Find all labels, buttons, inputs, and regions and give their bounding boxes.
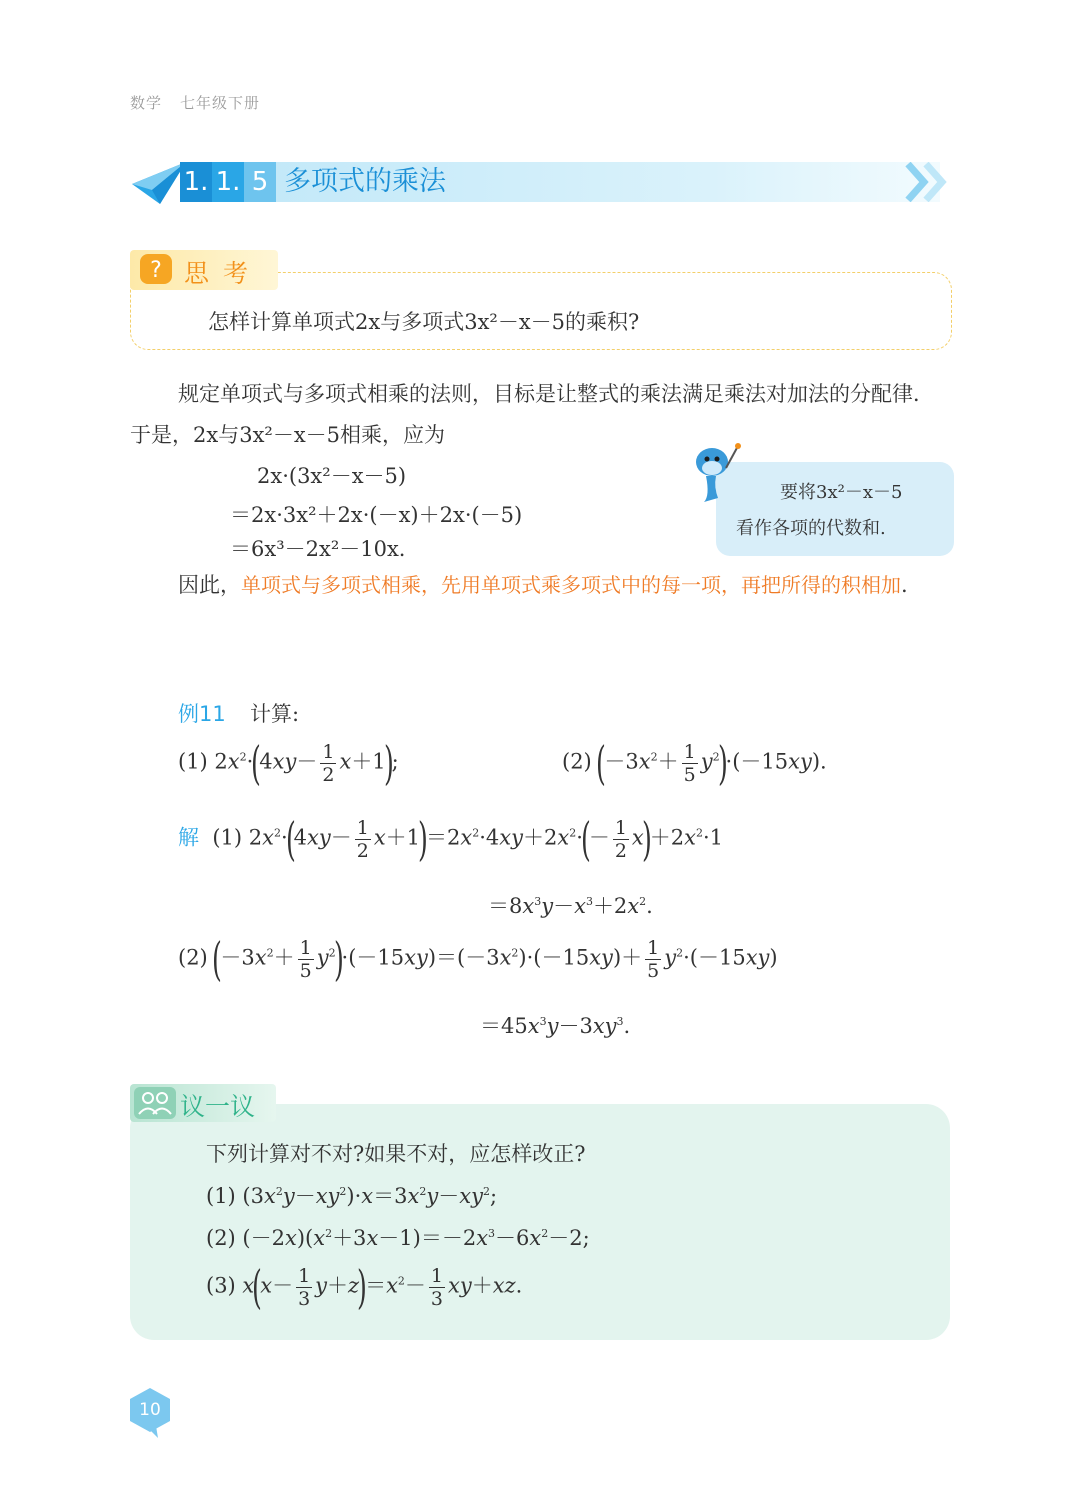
rule-prefix: 因此， [178, 573, 241, 597]
tip-bubble [716, 462, 954, 556]
body-paragraph-2 [130, 565, 950, 606]
tip-line-2: 看作各项的代数和. [736, 518, 886, 539]
discussion-item-3: (3) x(x－ $\frac{1}{3}$ $y+z)=x^2-$ $\frac{1}{3}$ xy＋xz. [206, 1260, 523, 1314]
tip-line-1: 要将3x²－x－5 [780, 482, 903, 503]
header-volume: 七年级下册 [180, 94, 261, 112]
discussion-tag [130, 1084, 276, 1122]
rule-end: . [901, 573, 908, 597]
think-label: 思考 [184, 259, 263, 288]
section-title: 多项式的乘法 [284, 166, 446, 197]
discussion-item-1: (1) $(3x^2y-xy^2)\cdot x=3x^2y-xy^2$; [206, 1184, 498, 1208]
example-question-1: (1) $2x^2\cdot(4xy-$ $\frac{1}{2}$ x＋1); [178, 736, 399, 790]
example-question-2: (2) ($-3x^2+$ $\frac{1}{5}$ $y^2)\cdot(-15xy)$. [562, 736, 827, 790]
page-header [130, 92, 260, 113]
solution-1-line-1: 解 (1) $2x^2\cdot(4xy-$ $\frac{1}{2}$ $x+1)=2x^2\cdot 4xy+2x^2\cdot(-$ $\frac{1}{2}$ $x)+2x^2\cdot 1$ [178, 812, 723, 866]
calc-line-1: 2x·(3x²－x－5) [257, 464, 407, 488]
calc-line-2: ＝2x·3x²＋2x·(－x)＋2x·(－5) [230, 503, 523, 527]
double-chevron-icon [904, 162, 950, 202]
header-subject: 数学 [130, 94, 163, 112]
think-tag [130, 250, 278, 290]
solution-1-line-2: $=8x^3y-x^3+2x^2$. [488, 894, 653, 918]
solution-label: 解 [178, 825, 199, 850]
section-number-3: 5 [244, 162, 276, 202]
discussion-label: 议一议 [180, 1092, 256, 1121]
section-number-1: 1. [180, 162, 212, 202]
section-number-2: 1. [212, 162, 244, 202]
dolphin-mascot-icon [690, 440, 744, 506]
discussion-prompt: 下列计算对不对?如果不对，应怎样改正? [206, 1142, 586, 1166]
example-instruction: 计算: [250, 702, 300, 726]
example-label: 例11 [178, 702, 226, 726]
svg-text:?: ? [150, 258, 162, 283]
calc-line-3: ＝6x³－2x²－10x. [230, 537, 406, 561]
think-question: 怎样计算单项式2x与多项式3x²－x－5的乘积? [208, 310, 640, 334]
lightbulb-question-icon [136, 252, 176, 288]
rule-statement: 单项式与多项式相乘，先用单项式乘多项式中的每一项，再把所得的积相加 [241, 573, 901, 597]
body-paragraph-1: 规定单项式与多项式相乘的法则，目标是让整式的乘法满足乘法对加法的分配律．于是，2x与3x²－x－5相乘，应为 [130, 382, 934, 447]
page-number [128, 1388, 172, 1432]
solution-2-line-2: $=45x^3y-3xy^3$. [480, 1014, 631, 1038]
page-number-text: 10 [139, 1400, 161, 1420]
discussion-item-2: (2) $(-2x)(x^2+3x-1)=-2x^3-6x^2-2$; [206, 1226, 590, 1250]
people-discussion-icon [134, 1087, 176, 1119]
section-heading [130, 160, 950, 206]
solution-2-line-1: (2) ($-3x^2+$ $\frac{1}{5}$ $y^2)\cdot(-15xy)=(-3x^2)\cdot(-15xy)+$ $\frac{1}{5}$ $y^2\cdot(-15xy)$ [178, 932, 778, 986]
